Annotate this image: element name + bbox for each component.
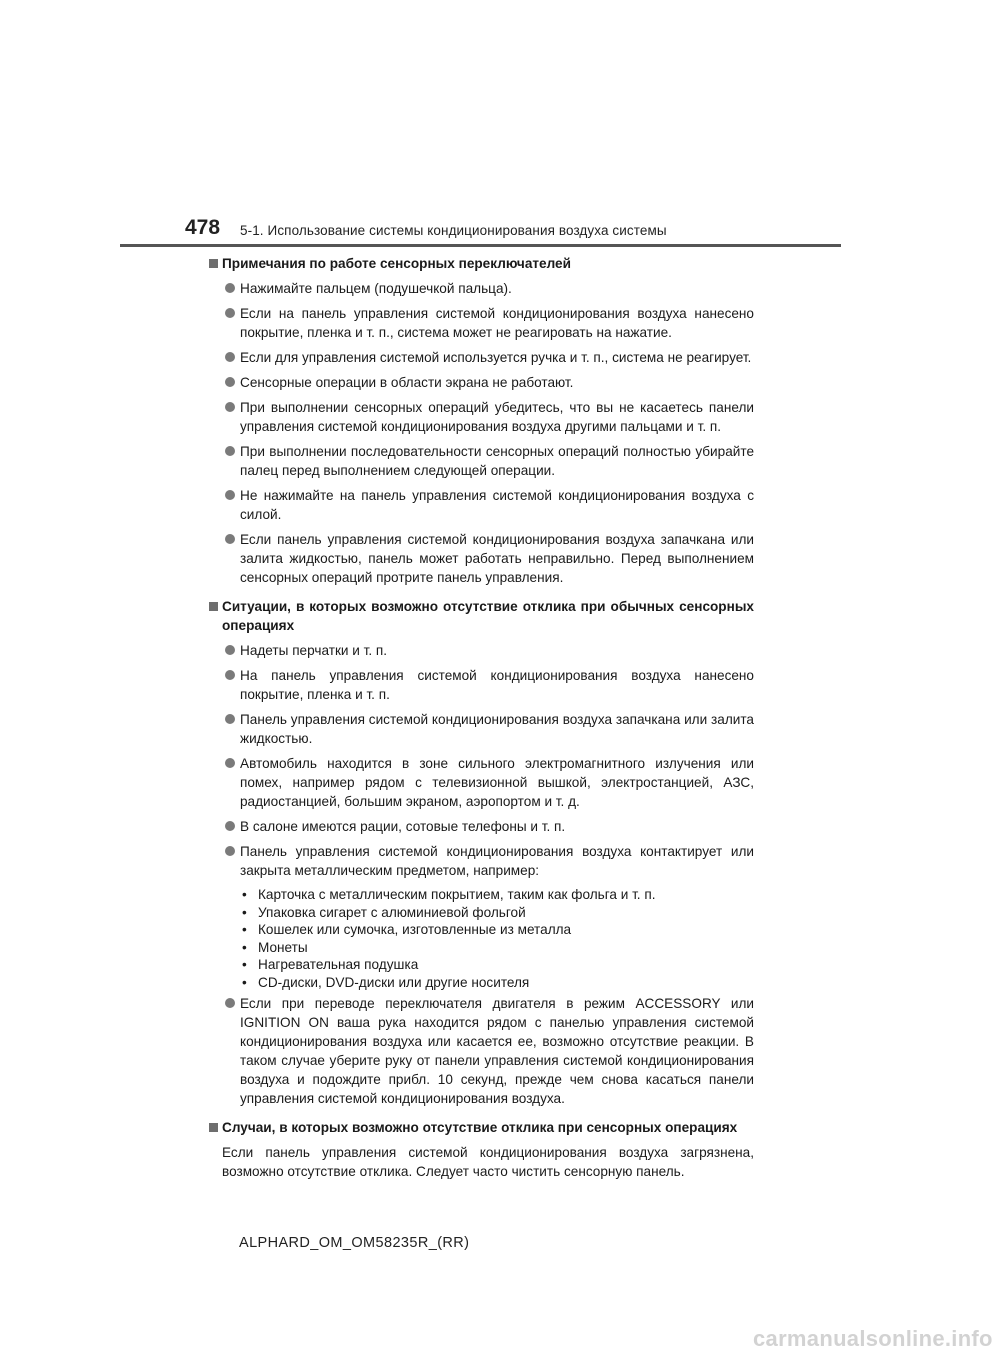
sub-list-item: • Монеты — [242, 939, 308, 955]
section-heading: Случаи, в которых возможно отсутствие отклика при сенсорных операциях — [209, 1118, 754, 1137]
list-item: Если панель управления системой кондиционирования воздуха запачкана или залита жидкостью, панель может работать неправильно. Перед выполнением сенсорных операций протрите панель управления. — [209, 530, 754, 587]
square-bullet-icon — [209, 602, 218, 611]
list-item: При выполнении сенсорных операций убедитесь, что вы не касаетесь панели управления системой кондиционирования воздуха другими пальцами и т. п. — [209, 398, 754, 436]
round-bullet-icon — [225, 446, 235, 456]
square-bullet-icon — [209, 1123, 218, 1132]
sub-list-item: • Карточка с металлическим покрытием, таким как фольга и т. п. — [242, 887, 656, 902]
round-bullet-icon — [225, 534, 235, 544]
section-heading: Примечания по работе сенсорных переключателей — [209, 254, 754, 273]
round-bullet-icon — [225, 377, 235, 387]
list-item: Панель управления системой кондиционирования воздуха контактирует или закрыта металлическим предметом, например: — [209, 842, 754, 880]
list-item: Если для управления системой используется ручка и т. п., система не реагирует. — [209, 348, 754, 367]
list-item: Нажимайте пальцем (подушечкой пальца). — [209, 279, 754, 298]
chapter-title: 5-1. Использование системы кондиционирования воздуха системы — [240, 223, 667, 238]
round-bullet-icon — [225, 821, 235, 831]
section-heading: Ситуации, в которых возможно отсутствие отклика при обычных сенсорных операциях — [209, 597, 754, 635]
paragraph: Если панель управления системой кондиционирования воздуха загрязнена, возможно отсутствие отклика. Следует часто чистить сенсорную панель. — [222, 1144, 754, 1179]
round-bullet-icon — [225, 846, 235, 856]
round-bullet-icon — [225, 998, 235, 1008]
list-item: При выполнении последовательности сенсорных операций полностью убирайте палец перед выполнением следующей операции. — [209, 442, 754, 480]
list-item: Сенсорные операции в области экрана не работают. — [209, 373, 754, 392]
page-number: 478 — [185, 216, 221, 239]
square-bullet-icon — [209, 259, 218, 268]
list-item: Не нажимайте на панель управления системой кондиционирования воздуха с силой. — [209, 486, 754, 524]
sub-list-item: • Нагревательная подушка — [242, 957, 419, 973]
round-bullet-icon — [225, 645, 235, 655]
round-bullet-icon — [225, 490, 235, 500]
round-bullet-icon — [225, 352, 235, 362]
list-item: Автомобиль находится в зоне сильного электромагнитного излучения или помех, например рядом с телевизионной вышкой, электростанцией, АЗС, радиостанцией, большим экраном, аэропортом и т. д. — [209, 754, 754, 811]
sub-list-item: • CD-диски, DVD-диски или другие носителя — [242, 974, 530, 990]
round-bullet-icon — [225, 283, 235, 293]
page-content — [209, 254, 754, 1181]
round-bullet-icon — [225, 402, 235, 412]
sub-list — [209, 886, 754, 992]
header-rule — [120, 244, 841, 247]
list-item: Панель управления системой кондиционирования воздуха запачкана или залита жидкостью. — [209, 710, 754, 748]
list-item: В салоне имеются рации, сотовые телефоны и т. п. — [209, 817, 754, 836]
sub-list-item: • Упаковка сигарет с алюминиевой фольгой — [242, 904, 526, 920]
round-bullet-icon — [225, 308, 235, 318]
list-item: Если при переводе переключателя двигателя в режим ACCESSORY или IGNITION ON ваша рука находится рядом с панелью управления системой кондиционирования воздуха или касается ее, возможно отсутствие реакции. В таком случае уберите руку от панели управления системой кондиционирования воздуха и подождите прибл. 10 секунд, прежде чем снова касаться панели управления системой кондиционирования воздуха. — [209, 994, 754, 1108]
watermark: carmanualsonline.info — [753, 1326, 993, 1351]
manual-code: ALPHARD_OM_OM58235R_(RR) — [239, 1235, 470, 1251]
round-bullet-icon — [225, 714, 235, 724]
list-item: На панель управления системой кондиционирования воздуха нанесено покрытие, пленка и т. п. — [209, 666, 754, 704]
round-bullet-icon — [225, 758, 235, 768]
list-item: Если на панель управления системой кондиционирования воздуха нанесено покрытие, пленка и т. п., система может не реагировать на нажатие. — [209, 304, 754, 342]
list-item: Надеты перчатки и т. п. — [209, 641, 754, 660]
sub-list-item: • Кошелек или сумочка, изготовленные из металла — [242, 922, 572, 938]
round-bullet-icon — [225, 670, 235, 680]
